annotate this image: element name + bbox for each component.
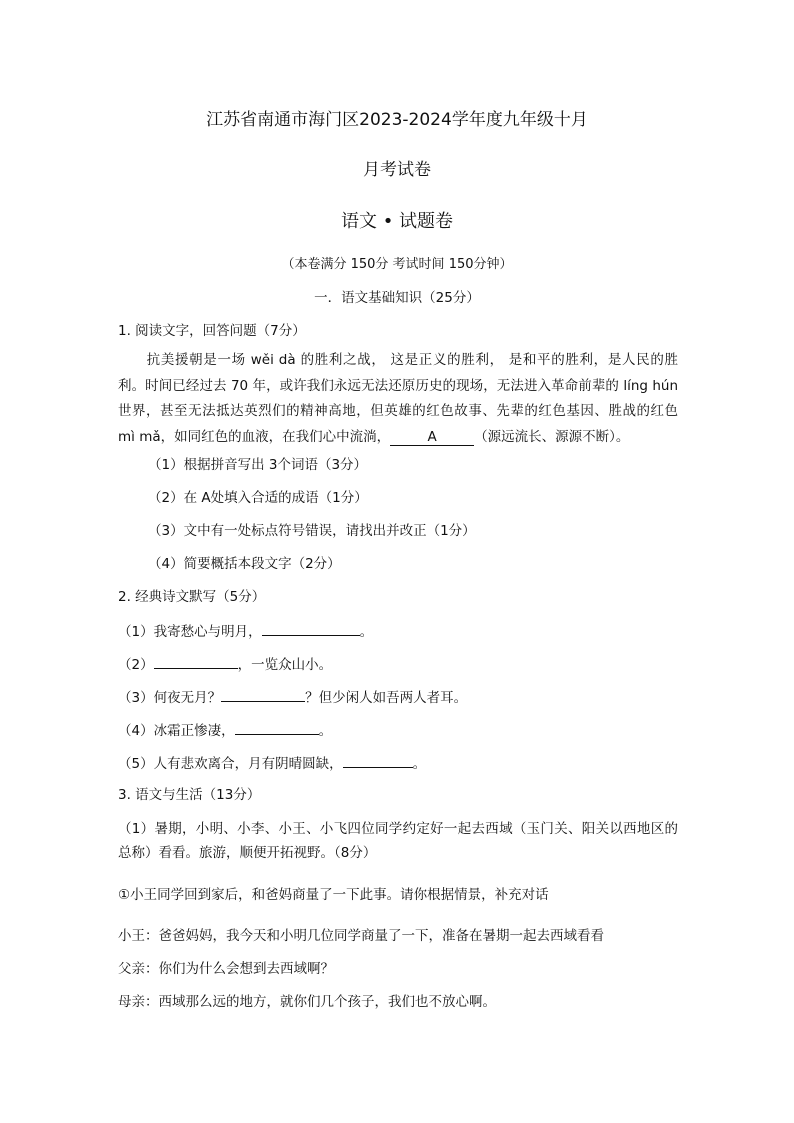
q2-line2-text: （2） <box>118 657 154 673</box>
exam-title-line2: 月考试卷 <box>363 160 431 180</box>
q1-sub3: （3）文中有一处标点符号错误，请找出并改正（1分） <box>148 523 476 539</box>
q2-line1-text: （1）我寄愁心与明月， <box>118 624 262 640</box>
q2-line5 <box>118 753 426 773</box>
q2-blank4[interactable] <box>235 720 319 735</box>
q2-line1-end: 。 <box>359 624 374 640</box>
q1-sub4: （4）简要概括本段文字（2分） <box>148 556 341 572</box>
q2-blank1[interactable] <box>262 621 360 636</box>
q2-line3 <box>118 687 467 707</box>
q3-dialogue-mother: 母亲：西域那么远的地方，就你们几个孩子，我们也不放心啊。 <box>118 994 496 1010</box>
q1-blank-a[interactable]: A <box>390 429 474 446</box>
q1-heading: 1. 阅读文字，回答问题（7分） <box>118 323 306 339</box>
q2-line4-text: （4）冰霜正惨凄， <box>118 723 235 739</box>
section-heading: 一．语文基础知识（25分） <box>314 290 480 306</box>
q2-blank2[interactable] <box>154 654 238 669</box>
q1-passage-after: （源远流长、源源不断）。 <box>474 428 630 445</box>
q2-line2 <box>118 654 332 674</box>
q1-sub2: （2）在 A处填入合适的成语（1分） <box>148 490 368 506</box>
q3-task: ①小王同学回到家后，和爸妈商量了一下此事。请你根据情景，补充对话 <box>118 887 549 903</box>
exam-info: （本卷满分 150分 考试时间 150分钟） <box>281 257 513 272</box>
q3-dialogue-father: 父亲：你们为什么会想到去西域啊？ <box>118 961 334 977</box>
q2-line1 <box>118 621 373 641</box>
q3-dialogue-xiaowang: 小王：爸爸妈妈，我今天和小明几位同学商量了一下，准备在暑期一起去西域看看 <box>118 928 604 944</box>
subject-title: 语文 • 试题卷 <box>340 211 454 232</box>
q2-line2-end: ，一览众山小。 <box>237 657 333 673</box>
q2-line5-end: 。 <box>412 756 427 772</box>
exam-title-line1: 江苏省南通市海门区2023-2024学年度九年级十月 <box>206 110 588 130</box>
q2-line4-end: 。 <box>318 723 333 739</box>
q2-blank3[interactable] <box>221 687 305 702</box>
q1-passage-before: 抗美援朝是一场 wěi dà 的胜利之战， 这是正义的胜利， 是和平的胜利，是人民的胜利。时间已经过去 70 年，或许我们永远无法还原历史的现场，无法进入革命前辈的 líng hún 世界，甚至无法抵达英烈们的精神高地，但英雄的红色故事、先辈的红色基因、胜战的红色 mì mǎ，如同红色的血液，在我们心中流淌， <box>118 352 678 445</box>
q1-sub1: （1）根据拼音写出 3个词语（3分） <box>148 457 368 473</box>
q2-heading: 2. 经典诗文默写（5分） <box>118 589 266 605</box>
q2-line4 <box>118 720 332 740</box>
q3-heading: 3. 语文与生活（13分） <box>118 787 261 803</box>
q2-line3-text: （3）何夜无月？ <box>118 690 222 706</box>
q2-blank5[interactable] <box>343 753 413 768</box>
q2-line3-end: ？但少闲人如吾两人者耳。 <box>305 690 468 706</box>
q3-sub1: （1）暑期，小明、小李、小王、小飞四位同学约定好一起去西域（玉门关、阳关以西地区的总称）看看。旅游，顺便开拓视野。（8分） <box>118 821 678 861</box>
q2-line5-text: （5）人有悲欢离合，月有阴晴圆缺， <box>118 756 343 772</box>
q1-passage <box>118 348 678 450</box>
